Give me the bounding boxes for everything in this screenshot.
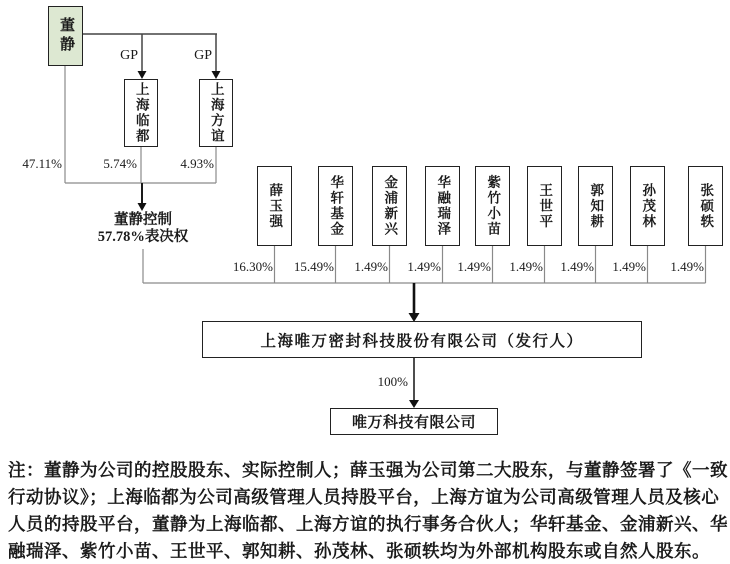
gp-label-2: GP [194, 48, 212, 63]
shareholder-box-zizhuxiaomiao: 紫竹小苗 [475, 166, 510, 246]
shareholder-pct: 16.30% [232, 259, 273, 274]
arrow-down-icon [409, 400, 419, 408]
arrow-down-icon [138, 203, 147, 211]
shareholder-box-zhangshuoyi: 张硕轶 [688, 166, 723, 246]
shareholder-pct: 1.49% [560, 259, 594, 274]
controller-direct-pct: 47.11% [22, 156, 62, 171]
shareholder-pct: 1.49% [612, 259, 646, 274]
subsidiary-pct: 100% [377, 374, 408, 389]
subsidiary-box: 唯万科技有限公司 [330, 408, 498, 435]
shareholder-pct: 1.49% [457, 259, 491, 274]
platform-pct-fangyi: 4.93% [180, 156, 214, 171]
platform-pct-lindu: 5.74% [103, 156, 137, 171]
arrow-down-icon [138, 71, 147, 79]
shareholder-box-xueyuqiang: 薛玉强 [257, 166, 292, 246]
footnote-line-1: 注：董静为公司的控股股东、实际控制人；薛玉强为公司第二大股东，与董静签署了《一致 [8, 460, 728, 480]
issuer-box: 上海唯万密封科技股份有限公司（发行人） [202, 321, 642, 358]
platform-box-shanghai-fangyi: 上海方谊 [199, 79, 233, 147]
footnote-line-3: 人员的持股平台，董静为上海临都、上海方谊的执行事务合伙人；华轩基金、金浦新兴、华 [8, 514, 728, 534]
control-note [63, 212, 223, 246]
shareholder-box-huarongruize: 华融瑞泽 [425, 166, 460, 246]
shareholder-box-wangshiping: 王世平 [527, 166, 562, 246]
control-note-line2: 57.78%表决权 [97, 229, 189, 245]
shareholder-pct: 1.49% [407, 259, 441, 274]
shareholder-box-jinpuxinxing: 金浦新兴 [372, 166, 407, 246]
control-note-line1: 董静控制 [114, 212, 172, 228]
platform-box-shanghai-lindu: 上海临都 [124, 79, 158, 147]
shareholder-pct: 15.49% [293, 259, 334, 274]
controller-box: 董静 [48, 6, 83, 66]
shareholder-box-guozhigeng: 郭知耕 [578, 166, 613, 246]
shareholder-pct: 1.49% [670, 259, 704, 274]
shareholder-box-huaxuanjijin: 华轩基金 [318, 166, 353, 246]
shareholder-box-sunmaolin: 孙茂林 [630, 166, 665, 246]
shareholder-pct: 1.49% [354, 259, 388, 274]
arrow-down-icon [212, 71, 221, 79]
footnote-line-2: 行动协议》；上海临都为公司高级管理人员持股平台，上海方谊为公司高级管理人员及核心 [8, 487, 720, 507]
shareholder-pct: 1.49% [509, 259, 543, 274]
gp-label-1: GP [120, 48, 138, 63]
footnote-line-4: 融瑞泽、紫竹小苗、王世平、郭知耕、孙茂林、张硕轶均为外部机构股东或自然人股东。 [8, 541, 710, 561]
